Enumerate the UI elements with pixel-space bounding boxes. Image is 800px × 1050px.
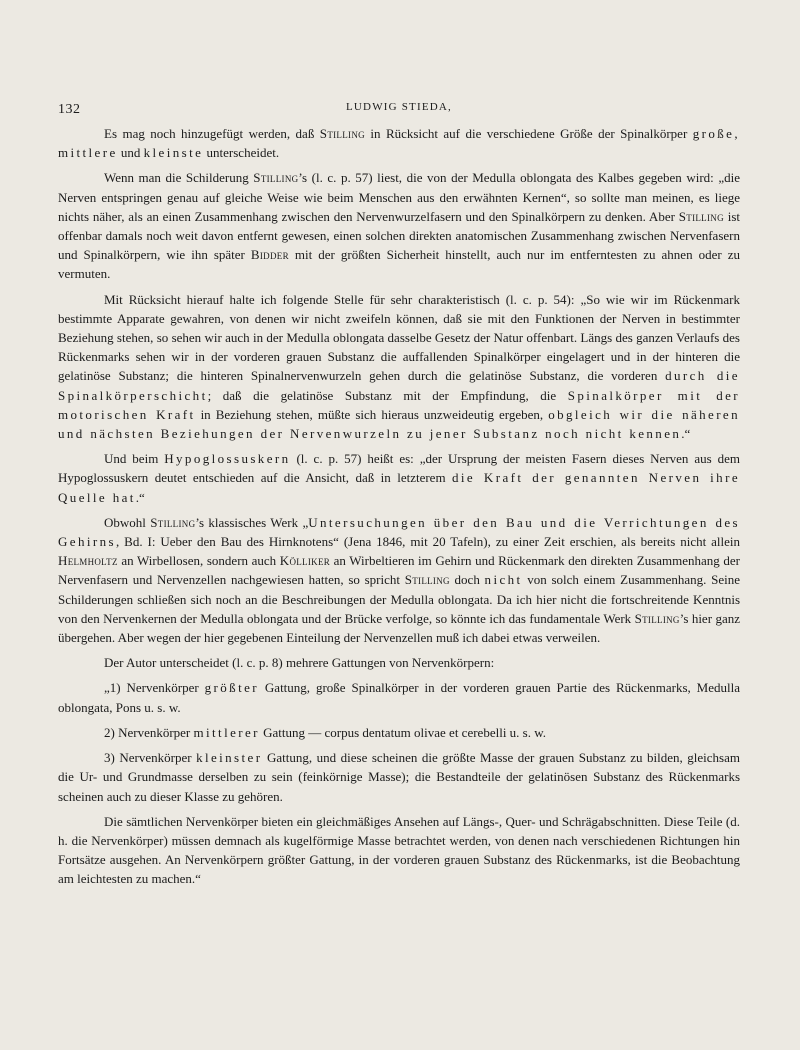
- small-caps-name: Stilling: [150, 514, 196, 530]
- spaced-emphasis: nicht: [484, 572, 523, 588]
- paragraph: [58, 290, 740, 444]
- spaced-emphasis: obgleich wir die näheren und nächsten Beziehungen der Nervenwurzeln zu jener Substanz noch nicht kennen: [58, 406, 741, 442]
- text-run: unterscheidet.: [203, 145, 280, 161]
- spaced-emphasis: größter: [204, 680, 259, 696]
- text-run: in Rücksicht auf die verschiedene Größe der Spinalkörper: [364, 126, 693, 141]
- text-run: Obwohl: [104, 514, 151, 530]
- page-header: [58, 100, 740, 120]
- text-run: von solch einem Zusammenhang. Seine Schilderungen schließen sich noch an die Beschreibungen der Medulla oblongata. Da ich hier nicht die fortschreitende Kenntnis von den Nervenkernen der Medulla oblongata und der Brücke verfolge, so könnte ich das fundamentale Werk: [58, 572, 741, 626]
- text-run: an Wirbeltieren im Gehirn und Rückenmark den direkten Zusammenhang der Nervenfasern und Nervenzellen nachgewiesen hatten, so spricht: [58, 553, 740, 588]
- text-run: ’s klassisches Werk „: [195, 514, 309, 530]
- text-run: .“: [135, 489, 145, 505]
- text-run: Und beim: [104, 451, 165, 467]
- text-run: ist offenbar damals noch weit davon entfernt gewesen, einen solchen direkten anatomischen Zusammenhang zwischen Nervenfasern und Spinalkörpern, wie ihn später: [58, 208, 740, 263]
- text-run: Mit Rücksicht hierauf halte ich folgende Stelle für sehr charakteristisch (l. c. p. 54): „So wie wir im Rückenmark bestimmte Apparate gewahren, von denen wir nicht zweifeln können, daß sie mit den Funktionen der Nerven in bestimmter Beziehung stehen, so sehen wir auch in der Medulla oblongata dasselbe Gesetz der Natur offenbart. Längs des ganzen Verlaufs des Rückenmarks sehen wir in der vorderen grauen Substanz die auffallenden Spinalkörper eingelagert und in der hinteren die gelatinöse Substanz; die hinteren Spinalnervenwurzeln gehen durch die gelatinöse Substanz, die vorderen: [58, 291, 740, 384]
- text-run: „1) Nervenkörper: [104, 680, 205, 696]
- spaced-emphasis: Hypoglossuskern: [164, 451, 291, 467]
- text-run: Gattung, große Spinalkörper in der vorderen grauen Partie des Rückenmarks, Medulla oblongata, Pons u. s. w.: [58, 680, 740, 715]
- small-caps-name: Stilling: [253, 170, 299, 186]
- text-run: 2) Nervenkörper: [104, 724, 194, 740]
- paragraph: [58, 124, 740, 162]
- text-run: mit der größten Sicherheit hinstellt, auch nur im entferntesten zu ahnen oder zu vermuten.: [58, 247, 740, 282]
- spaced-emphasis: kleinster: [196, 750, 263, 766]
- list-item-paragraph: [58, 748, 740, 806]
- spaced-emphasis: kleinste: [143, 145, 204, 161]
- small-caps-name: Stilling: [404, 572, 450, 588]
- small-caps-name: Kölliker: [279, 553, 331, 569]
- small-caps-name: Bidder: [250, 247, 289, 263]
- spaced-emphasis: die Kraft der genannten Nerven ihre Quelle hat: [58, 470, 740, 505]
- paragraph: [58, 449, 740, 507]
- text-run: .“: [681, 426, 691, 442]
- paragraph: [58, 168, 740, 283]
- small-caps-name: Helmholtz: [58, 553, 118, 569]
- text-run: (l. c. p. 57) heißt es: „der Ursprung der meisten Fasern dieses Nerven aus dem Hypoglossuskern deutet entschieden auf die Ansicht, daß in letzterem: [58, 451, 740, 486]
- text-run: an Wirbellosen, sondern auch: [117, 553, 280, 569]
- body-text: [58, 124, 740, 895]
- small-caps-name: Stilling: [634, 610, 680, 626]
- spaced-emphasis: Untersuchungen über den Bau und die Verrichtungen des Gehirns: [58, 514, 741, 550]
- small-caps-name: Stilling: [678, 208, 724, 224]
- text-run: Es mag noch hinzugefügt werden, daß: [104, 126, 320, 141]
- text-run: und: [117, 145, 144, 161]
- text-run: Gattung — corpus dentatum olivae et cerebelli u. s. w.: [259, 724, 547, 740]
- spaced-emphasis: Spinalkörper mit der motorischen Kraft: [58, 387, 740, 422]
- list-item-paragraph: [58, 723, 740, 742]
- paragraph: [58, 513, 740, 647]
- spaced-emphasis: durch die Spinalkörperschicht: [58, 368, 740, 403]
- text-run: 3) Nervenkörper: [104, 750, 197, 766]
- text-run: in Beziehung stehen, müßte sich hieraus unzweideutig ergeben,: [195, 406, 549, 422]
- text-run: Wenn man die Schilderung: [104, 170, 254, 186]
- page-number: 132: [58, 102, 81, 117]
- running-title: LUDWIG STIEDA,: [345, 101, 452, 113]
- text-run: Die sämtlichen Nervenkörper bieten ein gleichmäßiges Ansehen auf Längs-, Quer- und Schrägabschnitten. Diese Teile (d. h. die Nervenkörper) müssen demnach als kugelförmige Masse betrachtet werden, von denen nach verschiedenen Richtungen hin Fortsätze ausgehen. An Nervenkörpern größter Gattung, in der vorderen grauen Substanz des Rückenmarks, ist die Beobachtung am leichtesten zu machen.“: [58, 813, 740, 887]
- spaced-emphasis: mittlerer: [193, 724, 260, 740]
- text-run: ; daß die gelatinöse Substanz mit der Empfindung, die: [207, 387, 568, 403]
- list-item-paragraph: [58, 678, 740, 716]
- small-caps-name: Stilling: [319, 126, 365, 141]
- text-run: doch: [449, 572, 485, 588]
- text-run: , Bd. I: Ueber den Bau des Hirnknotens“ (Jena 1846, mit 20 Tafeln), zu einer Zeit erschien, als bereits nicht allein: [115, 534, 740, 550]
- spaced-emphasis: große, mittlere: [58, 126, 740, 161]
- text-run: Der Autor unterscheidet (l. c. p. 8) mehrere Gattungen von Nervenkörpern:: [104, 655, 495, 671]
- text-run: Gattung, und diese scheinen die größte Masse der grauen Substanz zu bilden, gleichsam die Ur- und Grundmasse derselben zu sein (feinkörnige Masse); die Bestandteile der gelatinösen Substanz des Rückenmarks scheinen auch zu dieser Klasse zu gehören.: [58, 750, 740, 804]
- text-run: ’s hier ganz übergehen. Aber wegen der hier gegebenen Einteilung der Nervenzellen muß ich dabei etwas verweilen.: [58, 610, 740, 646]
- paragraph: [58, 653, 740, 672]
- text-run: ’s (l. c. p. 57) liest, die von der Medulla oblongata des Kalbes gegeben wird: „die Nerven entspringen genau auf gleiche Weise wie beim Menschen aus den erwähnten Kernen“, so sollte man meinen, es liege nichts näher, als an einen Zusammenhang zwischen den Nervenwurzelfasern und den Spinalkörpern zu denken. Aber: [58, 170, 740, 224]
- paragraph: [58, 812, 740, 889]
